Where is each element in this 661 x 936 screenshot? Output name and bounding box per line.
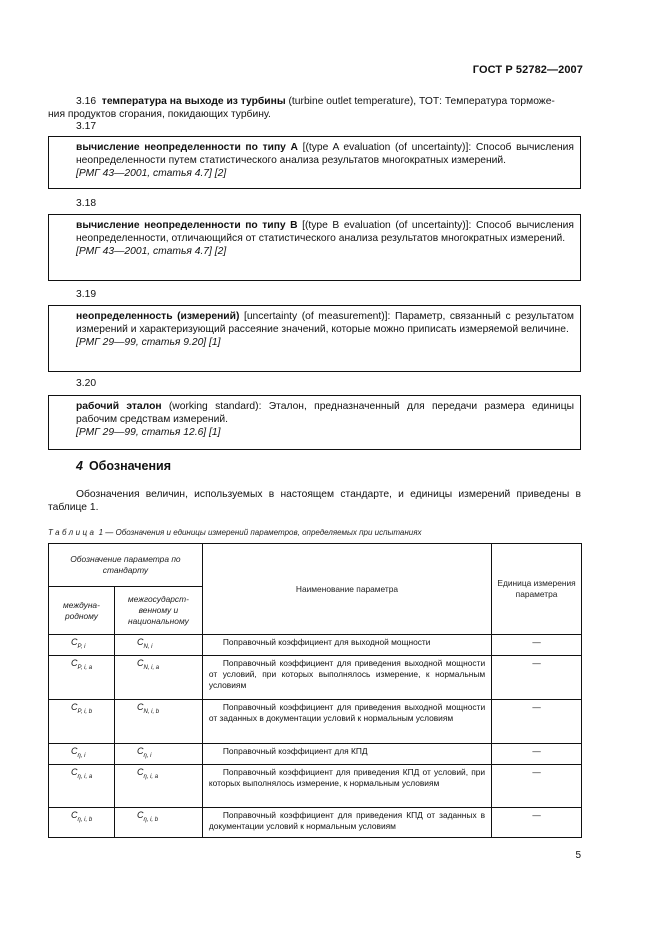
page-number: 5 — [575, 850, 581, 861]
parameter-unit: — — [492, 635, 582, 656]
parameters-table — [48, 543, 582, 838]
term-3-17-term: вычисление неопределенности по типу А — [76, 142, 298, 153]
term-3-20-box — [48, 395, 581, 450]
parameter-unit: — — [492, 807, 582, 837]
symbol-national: $C_{N, i, a}$ — [114, 655, 202, 699]
term-3-16-line2: ния продуктов сгорания, покидающих турбину. — [48, 109, 271, 120]
term-3-17-definition: [(type A evaluation (of uncertainty)]: Способ вычисления неопределенности путем статистического анализа результатов многократных измерений. — [76, 142, 574, 167]
section-number: 4 — [76, 459, 83, 473]
symbol-national: $C_{N, i, b}$ — [114, 699, 202, 743]
symbol-national: $C_{N, i}$ — [114, 635, 202, 656]
table-row — [49, 655, 582, 699]
parameter-unit: — — [492, 764, 582, 807]
term-3-18-number: 3.18 — [76, 198, 97, 209]
header-parameter-name: Наименование параметра — [202, 544, 491, 635]
symbol-international: $C_{\eta, i, b}$ — [49, 807, 115, 837]
term-3-19-box — [48, 305, 581, 372]
section-title: Обозначения — [88, 459, 172, 473]
term-3-20-reference: [РМГ 29—99, статья 12.6] [1] — [76, 427, 221, 439]
header-unit: Единица измерения параметра — [492, 544, 582, 635]
symbol-international: $C_{P, i}$ — [49, 635, 115, 656]
table-caption-word: Таблица — [48, 528, 97, 537]
symbol-national: $C_{\eta, i, a}$ — [114, 764, 202, 807]
standard-header: ГОСТ Р 52782—2007 — [472, 64, 583, 76]
term-3-20-number: 3.20 — [76, 378, 97, 389]
symbol-international: $C_{P, i, b}$ — [49, 699, 115, 743]
section-heading — [76, 459, 171, 473]
parameter-unit: — — [492, 699, 582, 743]
table-row — [49, 764, 582, 807]
table-caption-text: 1 — Обозначения и единицы измерений параметров, определяемых при испытаниях — [96, 528, 422, 537]
table-row — [49, 807, 582, 837]
section-intro: Обозначения величин, используемых в настоящем стандарте, и единицы измерений приведены в таблице 1. — [48, 489, 581, 514]
table-row — [49, 635, 582, 656]
parameter-name: Поправочный коэффициент для выходной мощности — [202, 635, 491, 656]
term-3-19-number: 3.19 — [76, 289, 97, 300]
parameter-name: Поправочный коэффициент для приведения КПД от заданных в документации условий к нормальным условиям — [202, 807, 491, 837]
term-3-19-reference: [РМГ 29—99, статья 9.20] [1] — [76, 337, 221, 349]
term-3-19-definition: [uncertainty (of measurement)]: Параметр, связанный с результатом измерений и характеризующий рассеяние значений, которые можно приписать измеряемой величине. — [76, 311, 574, 336]
table-row — [49, 743, 582, 764]
table-caption — [48, 528, 422, 537]
symbol-national: $C_{\eta, i}$ — [114, 743, 202, 764]
parameter-name: Поправочный коэффициент для КПД — [202, 743, 491, 764]
term-3-20-definition: (working standard): Эталон, предназначенный для передачи размера единицы рабочим средствам измерений. — [76, 401, 574, 426]
term-3-16-term: температура на выходе из турбины — [101, 96, 286, 107]
symbol-national: $C_{\eta, i, b}$ — [114, 807, 202, 837]
header-national: межгосударственному и национальному — [114, 587, 202, 635]
term-3-17-box — [48, 136, 581, 189]
parameter-name: Поправочный коэффициент для приведения КПД от условий, при которых выполнялось измерение, к нормальным условиям — [202, 764, 491, 807]
header-international: международному — [49, 587, 115, 635]
term-3-18-reference: [РМГ 43—2001, статья 4.7] [2] — [76, 246, 227, 258]
term-3-18-term: вычисление неопределенности по типу В — [76, 220, 298, 231]
parameter-name: Поправочный коэффициент для приведения выходной мощности от заданных в документации условий к нормальным условиям — [202, 699, 491, 743]
term-3-16 — [48, 95, 581, 108]
parameter-name: Поправочный коэффициент для приведения выходной мощности от условий, при которых выполнялось измерение, к нормальным условиям — [202, 655, 491, 699]
term-3-18-definition: [(type B evaluation (of uncertainty)]: Способ вычисления неопределенности, отличающийся от статистического анализа результатов многократных измерений. — [76, 220, 574, 245]
symbol-international: $C_{P, i, a}$ — [49, 655, 115, 699]
table-row — [49, 699, 582, 743]
header-designation-group: Обозначение параметра по стандарту — [49, 544, 203, 587]
term-3-19-term: неопределенность (измерений) — [76, 311, 240, 322]
term-3-17-number: 3.17 — [76, 121, 97, 132]
term-3-20-term: рабочий эталон — [76, 401, 162, 412]
parameter-unit: — — [492, 743, 582, 764]
symbol-international: $C_{\eta, i}$ — [49, 743, 115, 764]
symbol-international: $C_{\eta, i, a}$ — [49, 764, 115, 807]
term-3-16-number: 3.16 — [76, 96, 97, 107]
term-3-17-reference: [РМГ 43—2001, статья 4.7] [2] — [76, 168, 227, 180]
parameter-unit: — — [492, 655, 582, 699]
term-3-18-box — [48, 214, 581, 281]
term-3-16-line1: (turbine outlet temperature), ТОТ: Температура торможе- — [285, 96, 555, 107]
